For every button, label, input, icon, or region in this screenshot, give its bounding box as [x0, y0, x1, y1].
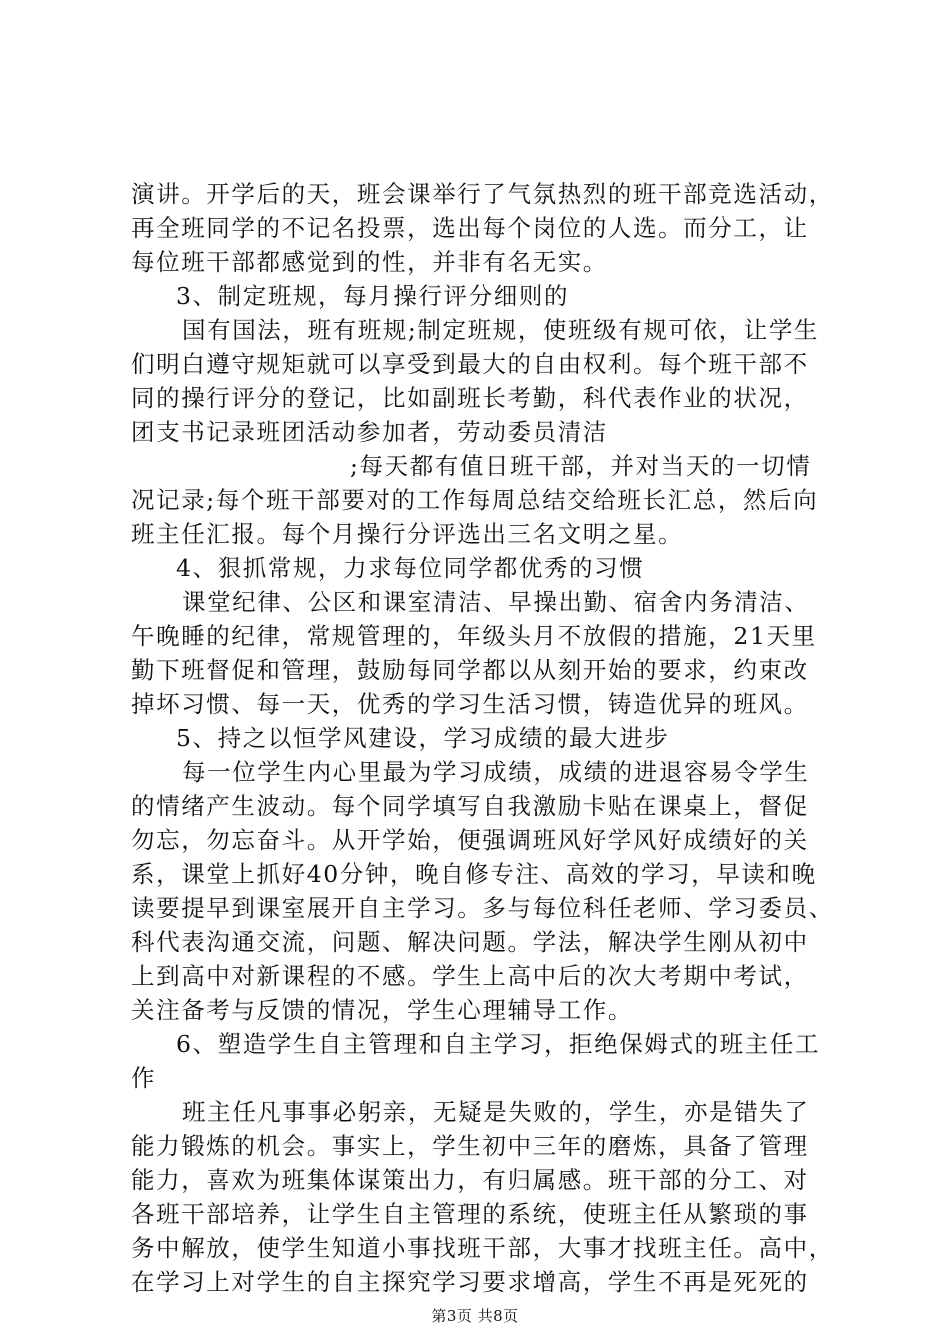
text-line: 系，课堂上抓好40分钟，晚自修专注、高效的学习，早读和晚: [131, 860, 817, 888]
text-line: 每一位学生内心里最为学习成绩，成绩的进退容易令学生: [182, 758, 810, 786]
text-line: 各班干部培养，让学生自主管理的系统，使班主任从繁琐的事: [131, 1200, 809, 1228]
section-heading: 6、塑造学生自主管理和自主学习，拒绝保姆式的班主任工: [176, 1030, 821, 1058]
text-line: 班主任汇报。每个月操行分评选出三名文明之星。: [131, 520, 684, 548]
text-line: 班主任凡事事必躬亲，无疑是失败的，学生，亦是错失了: [182, 1098, 810, 1126]
section-heading: 4、狠抓常规，力求每位同学都优秀的习惯: [176, 554, 645, 582]
text-line: 上到高中对新课程的不感。学生上高中后的次大考期中考试，: [131, 962, 809, 990]
text-line: 关注备考与反馈的情况，学生心理辅导工作。: [131, 996, 633, 1024]
text-line: 再全班同学的不记名投票，选出每个岗位的人选。而分工，让: [131, 214, 809, 242]
text-line: 能力锻炼的机会。事实上，学生初中三年的磨炼，具备了管理: [131, 1132, 809, 1160]
text-line: 课堂纪律、公区和课室清洁、早操出勤、宿舍内务清洁、: [182, 588, 810, 616]
text-line: 能力，喜欢为班集体谋策出力，有归属感。班干部的分工、对: [131, 1166, 809, 1194]
text-line: 务中解放，使学生知道小事找班干部，大事才找班主任。高中，: [131, 1234, 834, 1262]
text-line: 科代表沟通交流，问题、解决问题。学法，解决学生刚从初中: [131, 928, 809, 956]
section-heading-continued: 作: [131, 1064, 157, 1092]
text-line: ;每天都有值日班干部，并对当天的一切情: [350, 452, 812, 480]
text-line: 团支书记录班团活动参加者，劳动委员清洁: [131, 418, 608, 446]
text-line: 掉坏习惯、每一天，优秀的学习生活习惯，铸造优异的班风。: [131, 690, 809, 718]
text-line: 在学习上对学生的自主探究学习要求增高，学生不再是死死的: [131, 1268, 809, 1296]
section-heading: 5、持之以恒学风建设，学习成绩的最大进步: [176, 724, 670, 752]
text-line: 国有国法，班有班规;制定班规，使班级有规可依，让学生: [182, 316, 820, 344]
text-line: 每位班干部都感觉到的性，并非有名无实。: [131, 248, 608, 276]
text-line: 们明白遵守规矩就可以享受到最大的自由权利。每个班干部不: [131, 350, 809, 378]
text-line: 午晚睡的纪律，常规管理的，年级头月不放假的措施，21天里: [131, 622, 817, 650]
text-line: 演讲。开学后的天，班会课举行了气氛热烈的班干部竞选活动，: [131, 180, 834, 208]
section-heading: 3、制定班规，每月操行评分细则的: [176, 282, 570, 310]
text-line: 的情绪产生波动。每个同学填写自我激励卡贴在课桌上，督促: [131, 792, 809, 820]
text-line: 勤下班督促和管理，鼓励每同学都以从刻开始的要求，约束改: [131, 656, 809, 684]
page-number-footer: 第3页 共8页: [431, 1307, 519, 1325]
text-line: 况记录;每个班干部要对的工作每周总结交给班长汇总，然后向: [131, 486, 819, 514]
text-line: 读要提早到课室展开自主学习。多与每位科任老师、学习委员、: [131, 894, 834, 922]
text-line: 勿忘，勿忘奋斗。从开学始，便强调班风好学风好成绩好的关: [131, 826, 809, 854]
text-line: 同的操行评分的登记，比如副班长考勤，科代表作业的状况，: [131, 384, 809, 412]
